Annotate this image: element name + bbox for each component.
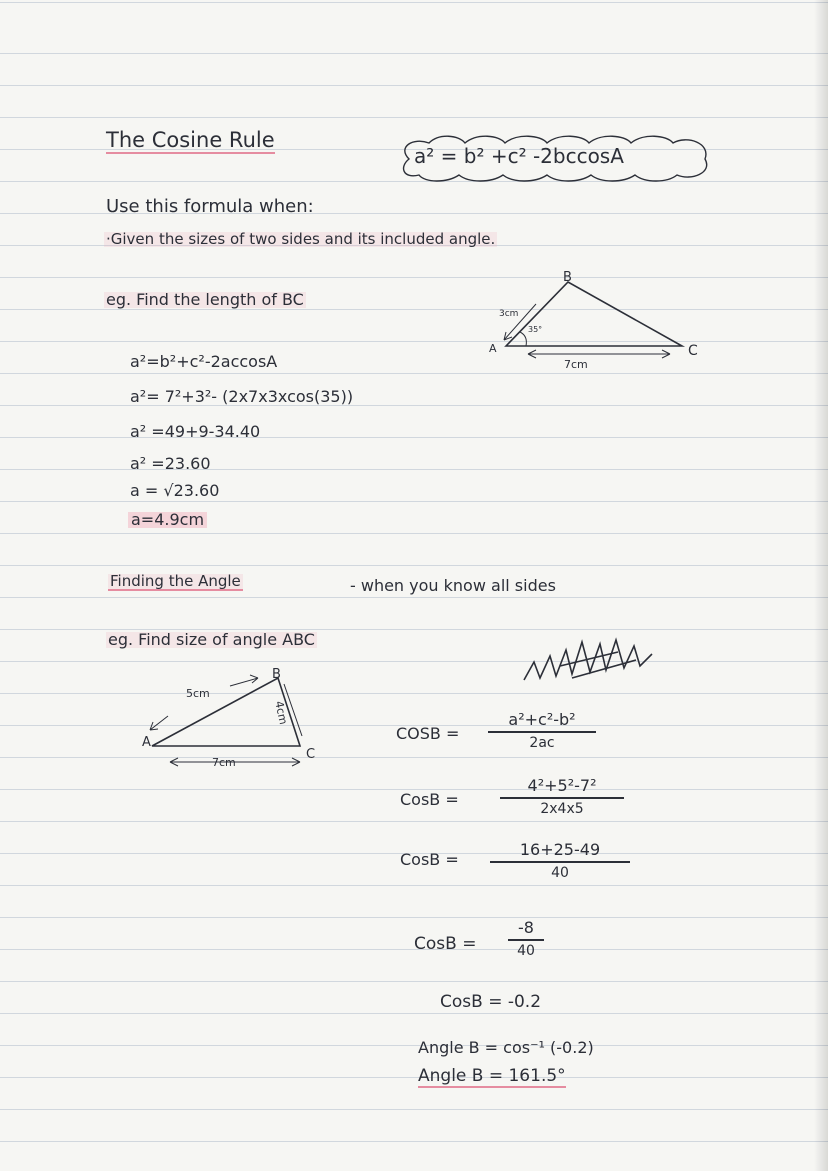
example1-angle-a-label: 35° <box>528 325 543 334</box>
example1-side-ab-label: 3cm <box>499 309 519 319</box>
page-title: The Cosine Rule <box>106 128 275 152</box>
cosb-step4-numerator: -8 <box>518 918 534 937</box>
cosb-step1-fraction <box>488 710 596 752</box>
example1-step-5: a = √23.60 <box>130 481 220 500</box>
example1-vertex-c: C <box>688 343 698 359</box>
cosb-step1-lhs: COSB = <box>396 724 460 743</box>
example1-step-3: a² =49+9-34.40 <box>130 422 261 441</box>
example1-vertex-a: A <box>489 342 497 355</box>
cosb-value: CosB = -0.2 <box>440 992 542 1012</box>
example2-side-ac-label: 7cm <box>212 756 236 769</box>
example1-step-1: a²=b²+c²-2accosA <box>130 352 278 371</box>
cosb-step3-fraction <box>490 840 630 882</box>
cosb-step4-fraction <box>508 918 544 960</box>
cosb-step1-numerator: a²+c²-b² <box>508 710 576 729</box>
cosine-rule-formula: a² = b² +c² -2bccosA <box>414 144 624 168</box>
fraction-bar <box>508 939 544 941</box>
example1-triangle-diagram <box>470 262 710 382</box>
example1-step-2: a²= 7²+3²- (2x7x3xcos(35)) <box>130 387 354 406</box>
usage-intro: Use this formula when: <box>106 196 314 217</box>
cosb-step3-lhs: CosB = <box>400 850 459 869</box>
example2-side-bc-label: 4cm <box>272 699 290 726</box>
fraction-bar <box>500 797 624 799</box>
cosb-step1-denominator: 2ac <box>529 734 555 751</box>
cosb-step2-lhs: CosB = <box>400 790 459 809</box>
example1-step-4: a² =23.60 <box>130 454 211 473</box>
fraction-bar <box>488 731 596 733</box>
example2-vertex-c: C <box>306 747 316 762</box>
page-edge-shadow <box>814 0 828 1171</box>
angle-b-inverse-cos: Angle B = cos⁻¹ (-0.2) <box>418 1038 594 1057</box>
cosb-step4-denominator: 40 <box>517 942 535 959</box>
section2-heading: Finding the Angle <box>110 572 241 590</box>
angle-b-answer: Angle B = 161.5° <box>418 1066 566 1086</box>
cosb-step2-fraction <box>500 776 624 818</box>
scribble-mark <box>520 632 660 692</box>
cosb-step2-numerator: 4²+5²-7² <box>527 776 597 795</box>
cosb-step2-denominator: 2x4x5 <box>540 800 584 817</box>
cosb-step3-numerator: 16+25-49 <box>519 840 601 859</box>
example1-answer: a=4.9cm <box>128 512 207 528</box>
example1-prompt: eg. Find the length of BC <box>106 290 304 309</box>
section2-subheading: - when you know all sides <box>350 576 556 595</box>
cosb-step3-denominator: 40 <box>551 864 569 881</box>
cosb-step4-lhs: CosB = <box>414 934 477 954</box>
usage-condition: ·Given the sizes of two sides and its included angle. <box>106 230 496 248</box>
fraction-bar <box>490 861 630 863</box>
example2-vertex-b: B <box>272 667 281 682</box>
example2-side-ab-label: 5cm <box>186 687 210 700</box>
example2-vertex-a: A <box>142 735 151 750</box>
example1-vertex-b: B <box>563 270 572 285</box>
example1-side-ac-label: 7cm <box>564 358 588 371</box>
example2-prompt: eg. Find size of angle ABC <box>108 630 315 649</box>
